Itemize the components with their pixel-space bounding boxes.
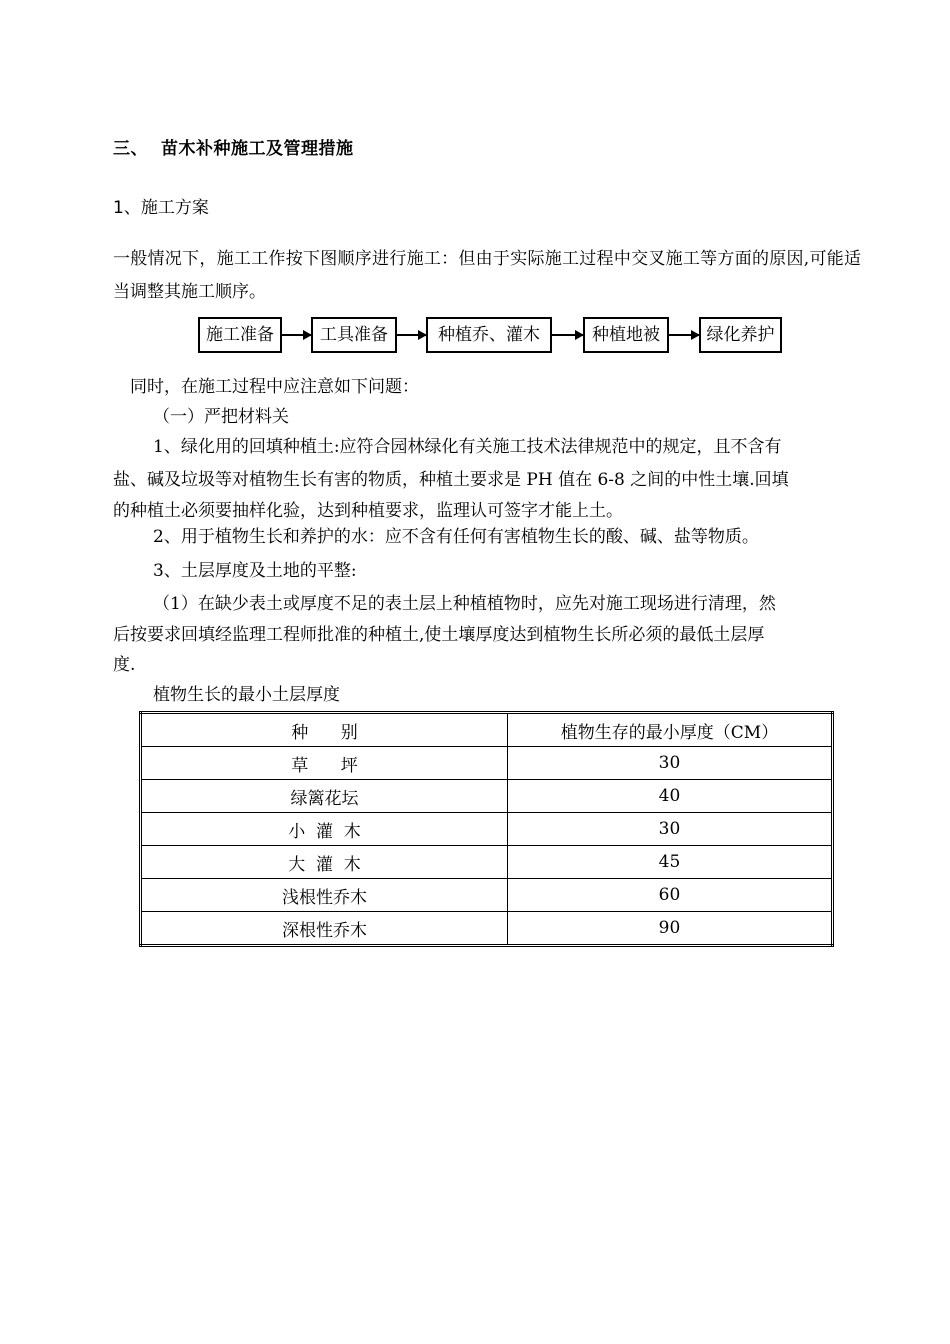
flow-step-5: 绿化养护 [699,317,782,353]
table-header-row [141,713,833,747]
flow-step-4: 种植地被 [583,317,669,353]
table-row [141,813,833,846]
table-row [141,912,833,946]
item-1-line-2: 盐、碱及垃圾等对植物生长有害的物质，种植土要求是 PH 值在 6-8 之间的中性土壤.回填 [113,470,789,490]
flow-step-3: 种植乔、灌木 [426,317,552,353]
flow-arrow-2 [397,334,426,336]
intro-paragraph: 一般情况下，施工工作按下图顺序进行施工：但由于实际施工过程中交叉施工等方面的原因,可能适当调整其施工顺序。 [113,249,861,302]
item-3-1-line-3: 度. [113,655,136,675]
item-3: 3、土层厚度及土地的平整: [153,561,357,581]
cell-thickness: 30 [508,747,833,780]
cell-thickness: 60 [508,879,833,912]
item-3-1-line-2: 后按要求回填经监理工程师批准的种植土,使土壤厚度达到植物生长所必须的最低土层厚 [113,625,765,645]
header-min-thickness: 植物生存的最小厚度（CM） [508,713,833,747]
cell-thickness: 30 [508,813,833,846]
cell-thickness: 45 [508,846,833,879]
cell-category: 浅根性乔木 [141,879,508,912]
cell-category: 深根性乔木 [141,912,508,946]
section-title: 苗木补种施工及管理措施 [161,139,354,159]
cell-category: 小 灌 木 [141,813,508,846]
cell-category: 大 灌 木 [141,846,508,879]
item-1-line-3: 的种植土必须要抽样化验，达到种植要求，监理认可签字才能上土。 [113,501,623,521]
table-row [141,846,833,879]
header-category: 种 别 [141,713,508,747]
item-2: 2、用于植物生长和养护的水：应不含有任何有害植物生长的酸、碱、盐等物质。 [153,527,759,547]
cell-category: 草 坪 [141,747,508,780]
flow-arrow-4 [669,334,699,336]
flow-step-2: 工具准备 [311,317,397,353]
section-heading [113,134,354,159]
flow-step-1: 施工准备 [198,317,282,353]
flow-arrow-1 [282,334,311,336]
subsection-heading: 1、施工方案 [113,198,209,218]
item-3-1-line-1: （1）在缺少表土或厚度不足的表土层上种植植物时，应先对施工现场进行清理，然 [153,594,776,614]
flow-arrow-3 [552,334,583,336]
heading-materials: （一）严把材料关 [153,407,289,427]
item-1-line-1: 1、绿化用的回填种植土:应符合园林绿化有关施工技术法律规范中的规定，且不含有 [153,437,782,457]
notes-intro: 同时，在施工过程中应注意如下问题： [130,377,419,397]
table-row [141,879,833,912]
table-row [141,780,833,813]
table-row [141,747,833,780]
cell-thickness: 90 [508,912,833,946]
process-flowchart [198,317,788,357]
section-number: 三、 [113,139,148,159]
table-caption: 植物生长的最小土层厚度 [153,685,340,705]
cell-category: 绿篱花坛 [141,780,508,813]
soil-thickness-table [139,711,834,947]
cell-thickness: 40 [508,780,833,813]
